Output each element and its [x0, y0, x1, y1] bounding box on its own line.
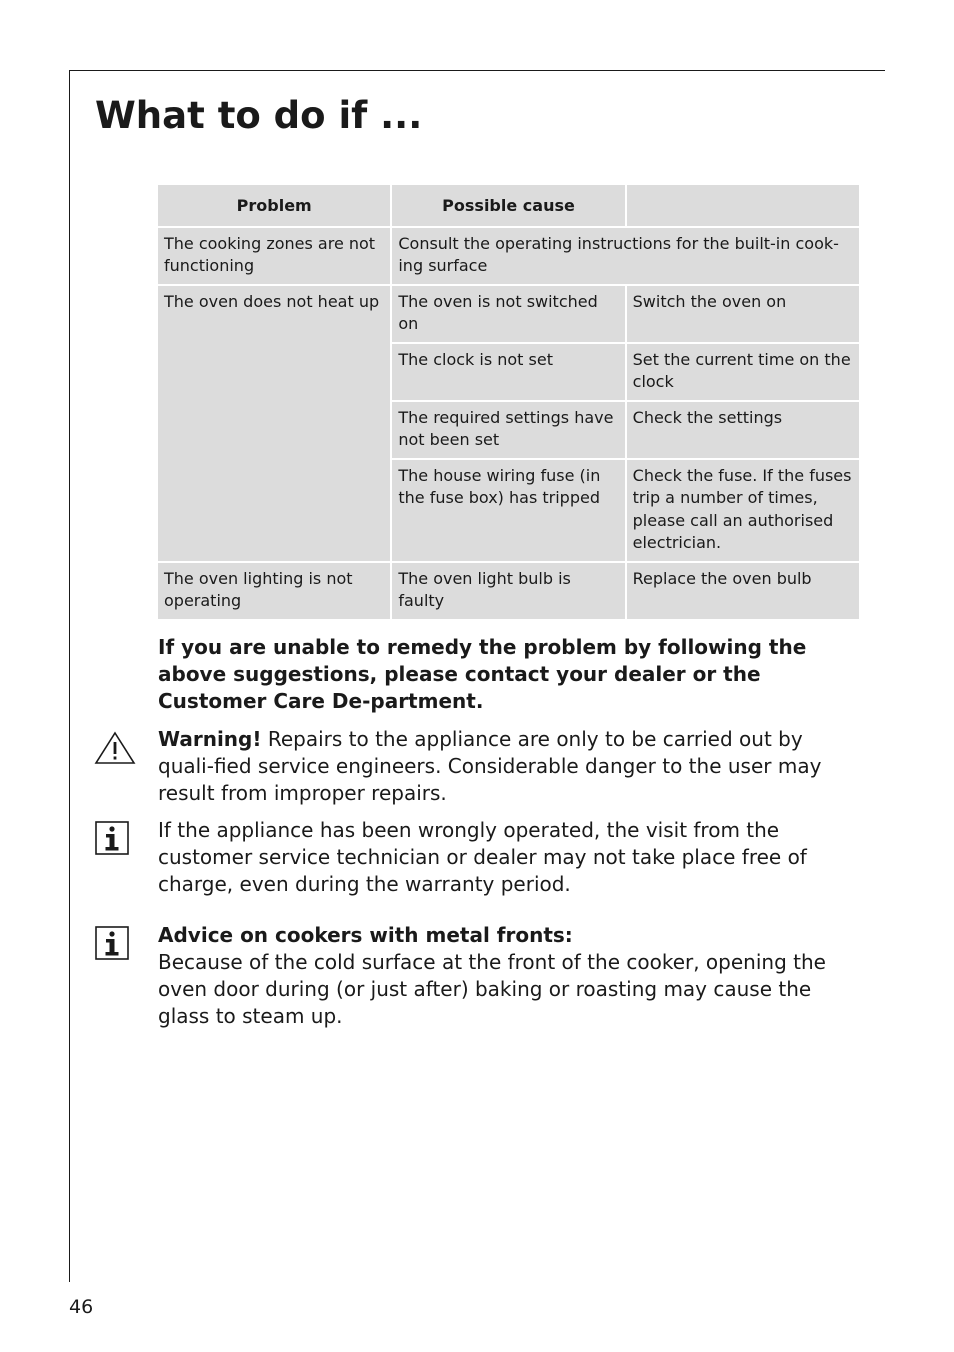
page-title: What to do if ... — [95, 94, 423, 137]
metal-fronts-advice — [158, 922, 858, 1030]
remedy-cell: Check the fuse. If the fuses trip a number of times, please call an authorised electrician. — [627, 460, 859, 561]
remedy-cell: Replace the oven bulb — [627, 563, 859, 619]
contact-note: If you are unable to remedy the problem by following the above suggestions, please contact your dealer or the Customer Care De-partment. — [158, 635, 807, 713]
remedy-cell: Switch the oven on — [627, 286, 859, 342]
table-row — [158, 286, 859, 342]
cause-cell: The oven is not switched on — [392, 286, 624, 342]
header-problem: Problem — [158, 185, 390, 226]
troubleshooting-table — [156, 183, 861, 621]
header-possible-cause: Possible cause — [392, 185, 624, 226]
header-remedy — [627, 185, 859, 226]
cause-cell: The clock is not set — [392, 344, 624, 400]
problem-cell: The oven lighting is not operating — [158, 563, 390, 619]
problem-cell: The oven does not heat up — [158, 286, 390, 561]
warning-triangle-icon — [94, 730, 136, 766]
table-row — [158, 228, 859, 284]
cause-cell: The oven light bulb is faulty — [392, 563, 624, 619]
warning-text: Repairs to the appliance are only to be carried out by quali-fied service engineers. Considerable danger to the user may result from improper repairs. — [158, 727, 822, 805]
advice-heading: Advice on cookers with metal fronts: — [158, 923, 573, 947]
left-rule — [69, 70, 70, 1282]
problem-cell: The cooking zones are not functioning — [158, 228, 390, 284]
cause-cell: The house wiring fuse (in the fuse box) has tripped — [392, 460, 624, 561]
advice-text: Because of the cold surface at the front of the cooker, opening the oven door during (or just after) baking or roasting may cause the glass to steam up. — [158, 950, 826, 1028]
warning-paragraph — [158, 726, 858, 807]
page-number: 46 — [69, 1296, 94, 1318]
warranty-info-paragraph: If the appliance has been wrongly operated, the visit from the customer service technician or dealer may not take place free of charge, even during the warranty period. — [158, 818, 807, 896]
remedy-cell: Set the current time on the clock — [627, 344, 859, 400]
table-header-row — [158, 185, 859, 226]
warning-label: Warning! — [158, 727, 262, 751]
info-icon — [95, 821, 129, 855]
top-rule — [69, 70, 885, 71]
table-row — [158, 563, 859, 619]
remedy-cell: Check the settings — [627, 402, 859, 458]
cause-cell: Consult the operating instructions for the built-in cook-ing surface — [392, 228, 859, 284]
info-icon — [95, 926, 129, 960]
cause-cell: The required settings have not been set — [392, 402, 624, 458]
